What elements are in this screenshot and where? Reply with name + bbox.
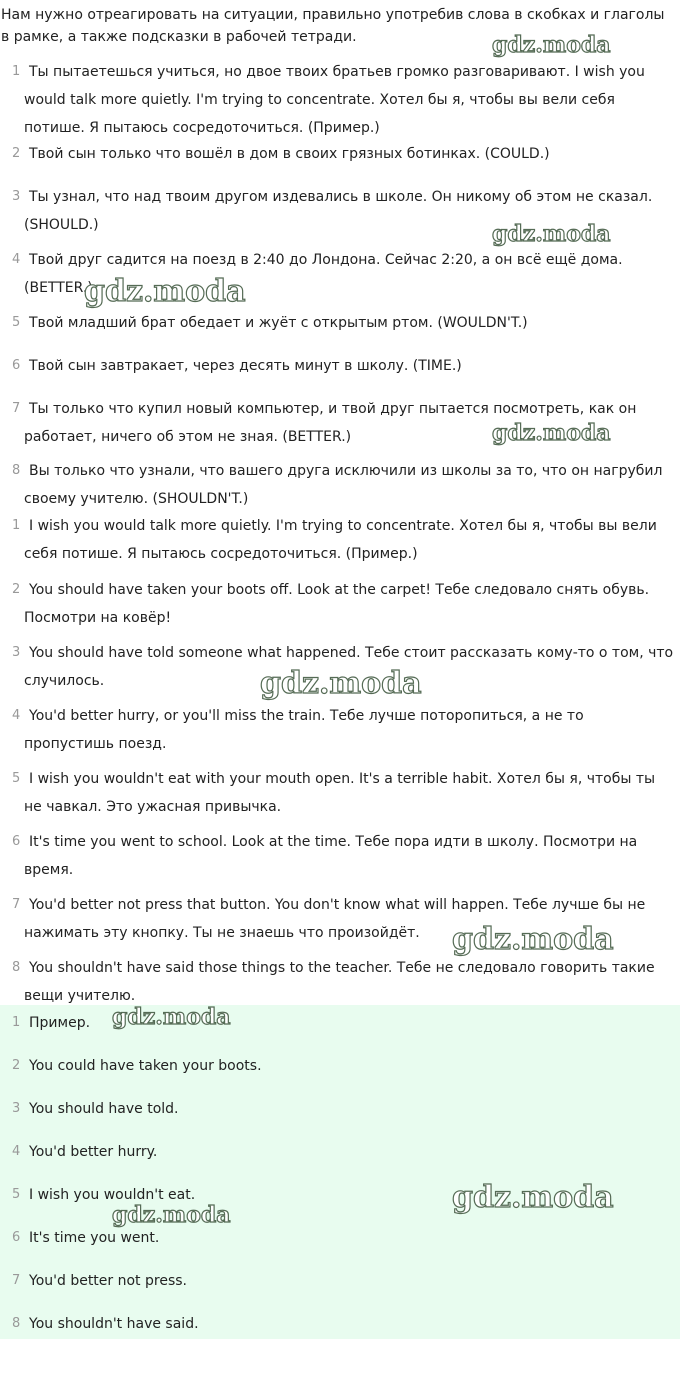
- watermark: gdz.moda: [492, 420, 611, 446]
- item-text: You should have taken your boots off. Look at the carpet! Тебе следовало снять обувь. Посмотри на ковёр!: [24, 582, 650, 626]
- watermark: gdz.moda: [84, 274, 246, 309]
- watermark: gdz.moda: [452, 1180, 614, 1215]
- item-text: You could have taken your boots.: [29, 1058, 262, 1074]
- item-text: You should have told.: [29, 1101, 179, 1117]
- item-number: 2: [12, 146, 21, 161]
- translation-item-2: [0, 576, 680, 632]
- item-number: 4: [12, 708, 21, 723]
- item-text: Вы только что узнали, что вашего друга исключили из школы за то, что он нагрубил своему учителю. (SHOULDN'T.): [24, 463, 663, 507]
- item-number: 2: [12, 1058, 21, 1073]
- item-text: You'd better not press.: [29, 1273, 187, 1289]
- item-text: Твой сын только что вошёл в дом в своих грязных ботинках. (COULD.): [29, 146, 550, 162]
- item-number: 1: [12, 64, 21, 79]
- item-text: You shouldn't have said those things to the teacher. Тебе не следовало говорить такие вещи учителю.: [24, 960, 655, 1004]
- item-number: 1: [12, 518, 21, 533]
- item-text: I wish you would talk more quietly. I'm trying to concentrate. Хотел бы я, чтобы вы вели себя потише. Я пытаюсь сосредоточиться. (Пример.): [24, 518, 657, 562]
- answer-item-7: [0, 1267, 680, 1295]
- task-item-5: [0, 309, 680, 337]
- item-text: It's time you went to school. Look at the time. Тебе пора идти в школу. Посмотри на время.: [24, 834, 638, 878]
- task-item-8: [0, 457, 680, 513]
- item-text: You shouldn't have said.: [29, 1316, 199, 1332]
- answer-item-3: [0, 1095, 680, 1123]
- watermark: gdz.moda: [452, 922, 614, 957]
- item-text: Ты только что купил новый компьютер, и твой друг пытается посмотреть, как он работает, ничего об этом не зная. (BETTER.): [24, 401, 637, 445]
- task-item-7: [0, 395, 680, 451]
- item-text: I wish you wouldn't eat.: [29, 1187, 196, 1203]
- translation-item-7: [0, 891, 680, 947]
- item-number: 6: [12, 1230, 21, 1245]
- item-text: Пример.: [29, 1015, 91, 1031]
- item-number: 1: [12, 1015, 21, 1030]
- translation-item-3: [0, 639, 680, 695]
- item-number: 6: [12, 358, 21, 373]
- item-number: 7: [12, 897, 21, 912]
- item-number: 8: [12, 1316, 21, 1331]
- item-text: Твой младший брат обедает и жуёт с открытым ртом. (WOULDN'T.): [29, 315, 528, 331]
- item-text: Твой сын завтракает, через десять минут в школу. (TIME.): [29, 358, 462, 374]
- item-text: You'd better hurry.: [29, 1144, 158, 1160]
- answer-item-6: [0, 1224, 680, 1252]
- item-number: 7: [12, 401, 21, 416]
- item-text: I wish you wouldn't eat with your mouth open. It's a terrible habit. Хотел бы я, чтобы ты не чавкал. Это ужасная привычка.: [24, 771, 656, 815]
- answer-item-1: [0, 1009, 680, 1037]
- item-number: 3: [12, 645, 21, 660]
- item-number: 4: [12, 252, 21, 267]
- item-number: 3: [12, 1101, 21, 1116]
- task-item-1: [0, 58, 680, 142]
- item-text: It's time you went.: [29, 1230, 160, 1246]
- item-number: 5: [12, 315, 21, 330]
- item-number: 8: [12, 463, 21, 478]
- answer-item-8: [0, 1310, 680, 1338]
- watermark: gdz.moda: [112, 1004, 231, 1030]
- item-text: You'd better hurry, or you'll miss the train. Тебе лучше поторопиться, а не то пропустишь поезд.: [24, 708, 584, 752]
- intro-text: Нам нужно отреагировать на ситуации, правильно употребив слова в скобках и глаголы в рамке, а также подсказки в рабочей тетради.: [1, 7, 665, 45]
- item-number: 8: [12, 960, 21, 975]
- item-text: Твой друг садится на поезд в 2:40 до Лондона. Сейчас 2:20, а он всё ещё дома. (BETTER.): [24, 252, 623, 296]
- watermark: gdz.moda: [492, 221, 611, 247]
- task-item-6: [0, 352, 680, 380]
- translation-item-8: [0, 954, 680, 1010]
- watermark: gdz.moda: [260, 666, 422, 701]
- item-text: Ты узнал, что над твоим другом издевались в школе. Он никому об этом не сказал. (SHOULD.): [24, 189, 653, 233]
- translation-item-4: [0, 702, 680, 758]
- task-item-4: [0, 246, 680, 302]
- item-number: 5: [12, 1187, 21, 1202]
- answer-item-4: [0, 1138, 680, 1166]
- item-number: 5: [12, 771, 21, 786]
- translation-item-1: [0, 512, 680, 568]
- item-number: 6: [12, 834, 21, 849]
- task-item-2: [0, 140, 680, 168]
- item-number: 7: [12, 1273, 21, 1288]
- item-number: 4: [12, 1144, 21, 1159]
- watermark: gdz.moda: [112, 1202, 231, 1228]
- answer-item-5: [0, 1181, 680, 1209]
- translation-item-6: [0, 828, 680, 884]
- item-text: Ты пытаетешься учиться, но двое твоих братьев громко разговаривают. I wish you would talk more quietly. I'm trying to concentrate. Хотел бы я, чтобы вы вели себя потише. Я пытаюсь сосредоточиться. (Пример.): [24, 64, 645, 136]
- answer-item-2: [0, 1052, 680, 1080]
- item-number: 3: [12, 189, 21, 204]
- item-number: 2: [12, 582, 21, 597]
- translation-item-5: [0, 765, 680, 821]
- watermark: gdz.moda: [492, 32, 611, 58]
- item-text: You should have told someone what happened. Тебе стоит рассказать кому-то о том, что случилось.: [24, 645, 674, 689]
- task-item-3: [0, 183, 680, 239]
- item-text: You'd better not press that button. You don't know what will happen. Тебе лучше бы не нажимать эту кнопку. Ты не знаешь что произойдёт.: [24, 897, 646, 941]
